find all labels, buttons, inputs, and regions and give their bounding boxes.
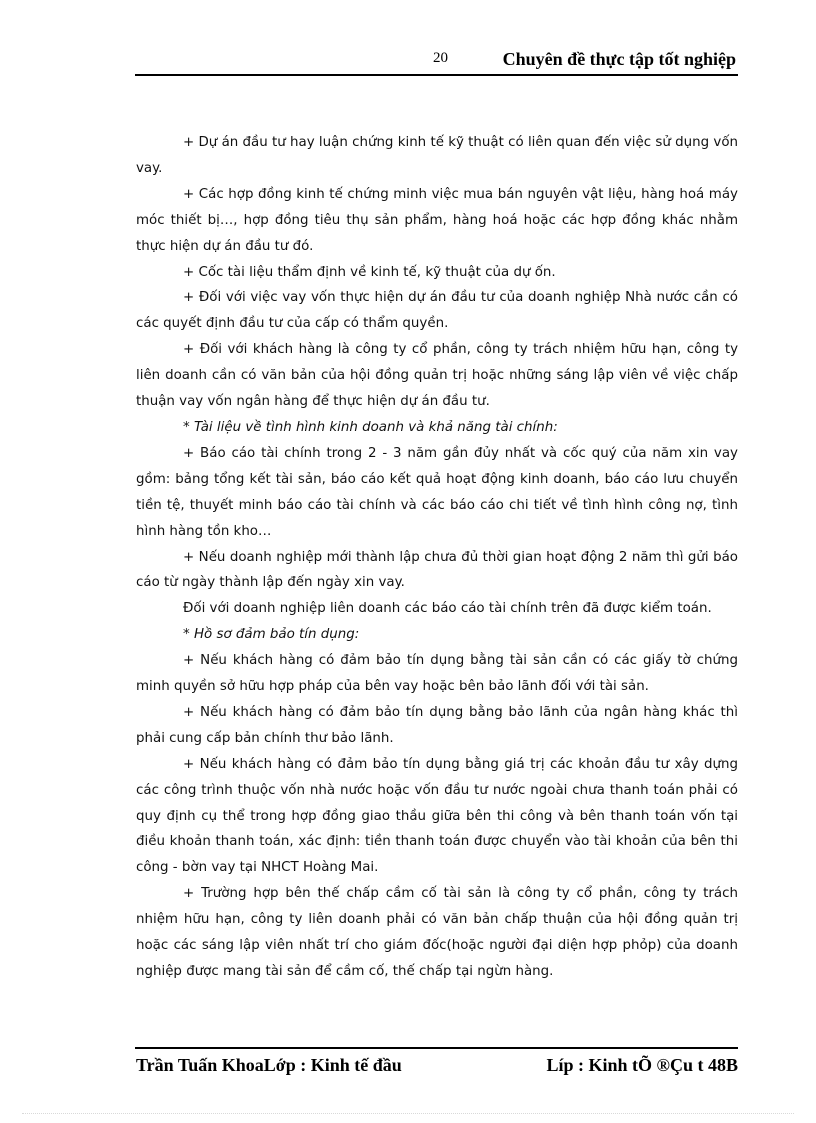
paragraph: + Nếu doanh nghiệp mới thành lập chưa đủ thời gian hoạt động 2 năm thì gửi báo cáo từ ngày thành lập đến ngày xin vay. (136, 549, 738, 591)
paragraph: + Trường hợp bên thế chấp cầm cố tài sản là công ty cổ phần, công ty trách nhiệm hữu hạn, công ty liên doanh phải có văn bản chấp thuận của hội đồng quản trị hoặc các sáng lập viên nhất trí cho giám đốc(hoặc người đại diện hợp phỏp) của doanh nghiệp được mang tài sản để cầm cố, thế chấp tại ngừn hàng. (136, 886, 738, 979)
paragraph: + Đối với việc vay vốn thực hiện dự án đầu tư của doanh nghiệp Nhà nước cần có các quyết định đầu tư của cấp có thẩm quyền. (136, 290, 738, 332)
paragraph: + Nếu khách hàng có đảm bảo tín dụng bằng giá trị các khoản đầu tư xây dựng các công trình thuộc vốn nhà nước hoặc vốn đầu tư nước ngoài chưa thanh toán phải có quy định cụ thể trong hợp đồng giao thầu giữa bên thi công và bên thanh toán vốn tại điều khoản thanh toán, xác định: tiền thanh toán được chuyển vào tài khoản của bên thi công - bờn vay tại NHCT Hoàng Mai. (136, 756, 738, 876)
paragraph: + Nếu khách hàng có đảm bảo tín dụng bằng bảo lãnh của ngân hàng khác thì phải cung cấp bản chính thư bảo lãnh. (136, 704, 738, 746)
section-heading-finance: * Tài liệu về tình hình kinh doanh và khả năng tài chính: (183, 419, 558, 435)
paragraph: + Dự án đầu tư hay luận chứng kinh tế kỹ thuật có liên quan đến việc sử dụng vốn vay. (136, 135, 738, 176)
document-title: Chuyên đề thực tập tốt nghiệp (502, 49, 736, 69)
footer-divider (135, 1047, 738, 1049)
section-heading-credit-guarantee: * Hồ sơ đảm bảo tín dụng: (183, 627, 360, 643)
paragraph: + Đối với khách hàng là công ty cổ phần, công ty trách nhiệm hữu hạn, công ty liên doanh cần có văn bản của hội đồng quản trị hoặc những sáng lập viên về việc chấp thuận vay vốn ngân hàng để thực hiện dự án đầu tư. (136, 342, 738, 410)
page-header (135, 46, 738, 76)
paragraph: + Cốc tài liệu thẩm định về kinh tế, kỹ thuật của dự ốn. (183, 264, 556, 280)
footer-author: Trần Tuấn KhoaLớp : Kinh tế đầu (136, 1055, 402, 1075)
footer-class: Líp : Kinh tÕ ®Çu t 48B (546, 1055, 738, 1075)
page-bottom-edge (22, 1113, 794, 1114)
paragraph: + Nếu khách hàng có đảm bảo tín dụng bằng tài sản cần có các giấy tờ chứng minh quyền sở hữu hợp pháp của bên vay hoặc bên bảo lãnh đối với tài sản. (136, 653, 738, 695)
paragraph: Đối với doanh nghiệp liên doanh các báo cáo tài chính trên đã được kiểm toán. (183, 601, 712, 617)
page-number: 20 (433, 50, 448, 66)
document-body (136, 130, 738, 985)
paragraph: + Báo cáo tài chính trong 2 - 3 năm gần đủy nhất và cốc quý của năm xin vay gồm: bảng tổng kết tài sản, báo cáo kết quả hoạt động kinh doanh, báo cáo lưu chuyển tiền tệ, thuyết minh báo cáo tài chính và các báo cáo chi tiết về tình hình công nợ, tình hình hàng tồn kho… (136, 445, 738, 539)
paragraph: + Các hợp đồng kinh tế chứng minh việc mua bán nguyên vật liệu, hàng hoá máy móc thiết bị…, hợp đồng tiêu thụ sản phẩm, hàng hoá hoặc các hợp đồng khác nhằm thực hiện dự án đầu tư đó. (136, 186, 738, 254)
